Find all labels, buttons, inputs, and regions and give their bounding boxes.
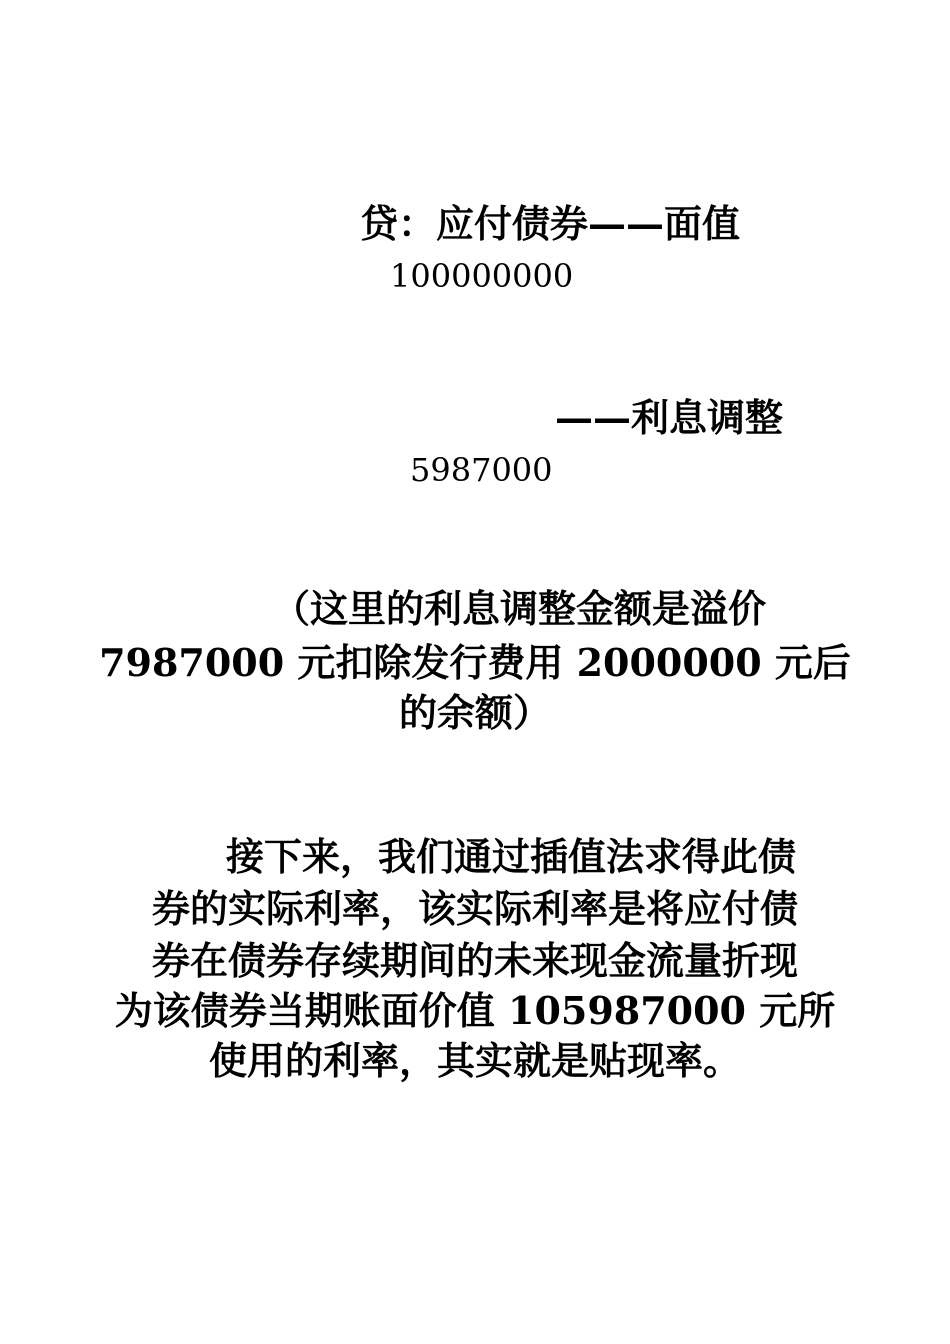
interest-adjustment-label: ——利息调整: [555, 395, 784, 440]
paragraph-line-4: 为该债券当期账面价值 105987000 元所: [114, 988, 836, 1033]
paragraph-line-3: 券在债券存续期间的未来现金流量折现: [151, 938, 798, 983]
note-line-1: （这里的利息调整金额是溢价: [272, 586, 767, 631]
note-line-2: 7987000 元扣除发行费用 2000000 元后: [99, 640, 851, 685]
paragraph-line-2: 券的实际利率，该实际利率是将应付债: [151, 886, 798, 931]
interest-adjustment-amount: 5987000: [410, 451, 553, 489]
face-value-amount: 100000000: [390, 257, 574, 295]
note-line-3: 的余额）: [398, 690, 551, 735]
paragraph-line-5: 使用的利率，其实就是贴现率。: [208, 1038, 741, 1083]
credit-entry-label: 贷：应付债券——面值: [360, 201, 741, 246]
paragraph-line-1: 接下来，我们通过插值法求得此债: [226, 834, 797, 879]
